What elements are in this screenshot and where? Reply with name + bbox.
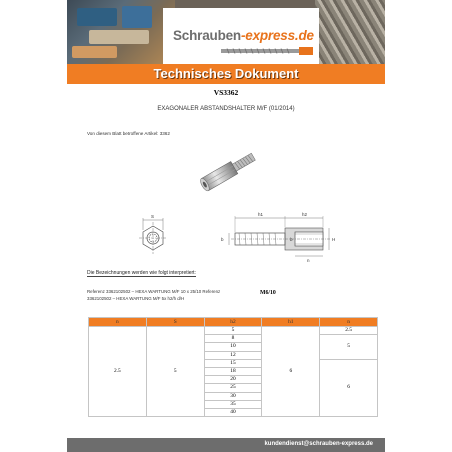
column-header: h1 [262,318,320,327]
brand-name-part2: -express.de [240,28,314,43]
dimension-s-label: S [151,214,155,219]
table-cell: 18 [204,367,262,375]
spacer-product-image [182,143,272,203]
table-cell: 40 [204,408,262,416]
dimension-h2-label: h2 [302,212,308,217]
table-cell: 15 [204,359,262,367]
technical-drawing [135,210,375,272]
column-header: n [89,318,147,327]
footer-bar [67,438,385,452]
reference-line-1: Referenz 3362102502 – HEXA WARTUNG M/F 10 x 25/10 Referenz [87,289,221,294]
dimensions-table [88,317,378,417]
affected-articles-note: Von diesem Blatt betroffene Artikel: 3362 [87,131,170,136]
table-cell: 5 [204,327,262,335]
article-code: VS3362 [213,88,239,97]
document-type-banner: Technisches Dokument [67,64,385,84]
brand-name [173,28,314,43]
dimension-h1-label: h1 [258,212,264,217]
dimension-b-label-mid: b [290,237,293,242]
table-cell: 30 [204,392,262,400]
interpretation-heading: Die Bezeichnungen werden wie folgt interpretiert: [87,270,196,276]
table-cell: 2.5 [320,327,378,335]
thread-size-label: M6/10 [260,290,276,296]
table-cell: 20 [204,376,262,384]
document-page [67,0,385,452]
screw-logo-icon [219,46,319,56]
table-cell: 12 [204,351,262,359]
table-header-row [89,318,378,327]
column-header: h2 [204,318,262,327]
hex-end-view [139,218,167,254]
table-cell: 6 [262,327,320,417]
table-cell: 25 [204,384,262,392]
table-cell: 2.5 [89,327,147,417]
header-banner [67,0,385,64]
column-header: n [320,318,378,327]
reference-line-2: 3362102502 – HEXA WARTUNG M/F 5x h2/h d/H [87,296,185,301]
brand-name-part1: Schrauben [173,28,241,43]
brand-logo [163,8,319,64]
dimension-n-label: n [307,258,310,263]
tools-photo [67,0,175,64]
dimension-b-label-left: b [221,237,224,242]
support-email: kundendienst@schrauben-express.de [264,441,373,447]
table-cell: 10 [204,343,262,351]
table-cell: 35 [204,400,262,408]
table-cell: 5 [320,335,378,360]
side-view-drawing [229,216,331,256]
table-cell: 5 [146,327,204,417]
column-header: S [146,318,204,327]
table-cell: 6 [320,359,378,416]
table-row [89,327,378,335]
dimension-h-label: H [332,237,336,242]
document-subtitle: EXAGONALER ABSTANDSHALTER M/F (01/2014) [157,106,295,112]
screws-photo [315,0,385,64]
table-cell: 8 [204,335,262,343]
